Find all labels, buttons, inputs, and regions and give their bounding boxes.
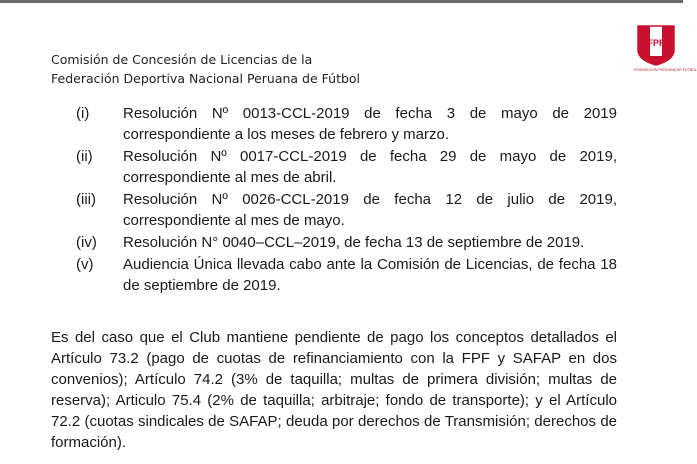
fpf-shield-icon	[636, 24, 676, 66]
logo-caption: FEDERACIÓN PERUANA DE FÚTBOL	[634, 68, 697, 72]
list-item	[76, 232, 617, 253]
list-item-number: (ii)	[76, 148, 93, 165]
list-item	[76, 103, 617, 145]
list-item-number: (iii)	[76, 191, 96, 208]
logo-letters: FPF	[647, 38, 665, 48]
list-item	[76, 146, 617, 188]
list-item-number: (v)	[76, 256, 94, 273]
body-paragraph: Es del caso que el Club mantiene pendiente de pago los conceptos detallados el Artículo 73.2 (pago de cuotas de refinanciamiento con la FPF y SAFAP en dos convenios); Artículo 74.2 (3% de taquilla; multas de primera división; multas de reserva); Articulo 75.4 (2% de taquilla; arbitraje; fondo de transporte); y el Artículo 72.2 (cuotas sindicales de SAFAP; deuda por derechos de Transmisión; derechos de formación).	[51, 329, 617, 451]
header-line-2: Federación Deportiva Nacional Peruana de Fútbol	[51, 71, 361, 86]
list-item	[76, 189, 617, 231]
fpf-logo	[634, 24, 697, 94]
list-item-text: Resolución Nº 0013-CCL-2019 de fecha 3 de mayo de 2019 correspondiente a los meses de febrero y marzo.	[123, 105, 617, 143]
list-item-number: (i)	[76, 105, 90, 122]
resolution-list	[76, 103, 617, 297]
list-item-text: Resolución N° 0040–CCL–2019, de fecha 13 de septiembre de 2019.	[123, 234, 585, 251]
list-item-text: Resolución Nº 0017-CCL-2019 de fecha 29 de mayo de 2019, correspondiente al mes de abril.	[123, 148, 617, 186]
top-border-line	[0, 0, 683, 3]
list-item	[76, 254, 617, 296]
document-header	[51, 50, 360, 88]
list-item-text: Audiencia Única llevada cabo ante la Comisión de Licencias, de fecha 18 de septiembre de 2019.	[123, 256, 617, 294]
list-item-text: Resolución Nº 0026-CCL-2019 de fecha 12 de julio de 2019, correspondiente al mes de mayo.	[123, 191, 617, 229]
header-line-1: Comisión de Concesión de Licencias de la	[51, 52, 313, 67]
list-item-number: (iv)	[76, 234, 97, 251]
